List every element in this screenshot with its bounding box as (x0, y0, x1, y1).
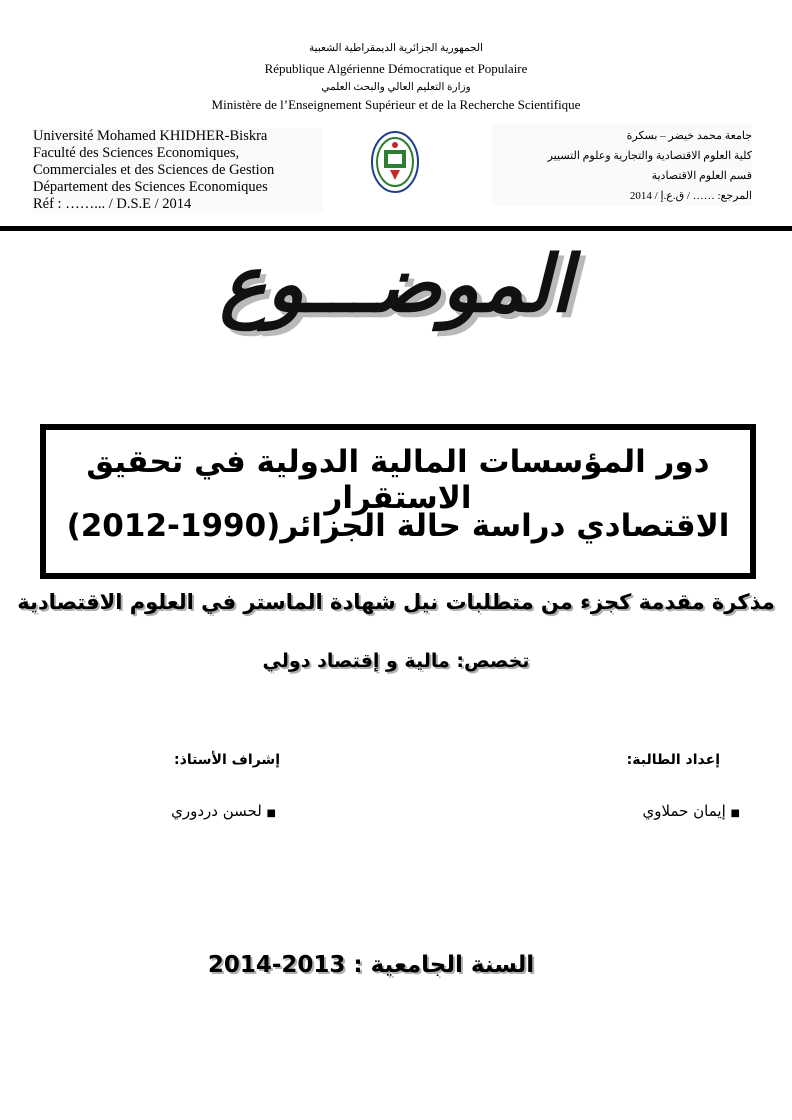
institution-fr-university: Université Mohamed KHIDHER-Biskra (33, 128, 268, 144)
institution-ar-faculty: كلية العلوم الاقتصادية والتجارية وعلوم التسيير (547, 150, 752, 162)
header-republic-fr: République Algérienne Démocratique et Populaire (264, 61, 528, 76)
header-ministry-fr: Ministère de l’Enseignement Supérieur et de la Recherche Scientifique (211, 97, 581, 112)
topic-heading: الموضـــوع (219, 240, 573, 330)
memo-statement: مذكرة مقدمة كجزء من متطلبات نيل شهادة الماستر في العلوم الاقتصادية (17, 590, 775, 614)
institution-ar-reference: المرجع: …… / ق.ع.إ / 2014 (629, 190, 752, 202)
thesis-title-line-1: دور المؤسسات المالية الدولية في تحقيق الاستقرار (86, 444, 710, 516)
university-logo (370, 130, 420, 194)
thesis-title-box (40, 424, 756, 579)
institution-fr-faculty-cont: Commerciales et des Sciences de Gestion (33, 162, 275, 178)
supervisor-name-item (100, 802, 276, 820)
institution-fr-reference: Réf : ……... / D.S.E / 2014 (33, 196, 192, 212)
supervisor-name: لحسن دردوري (171, 802, 262, 820)
student-name: إيمان حملاوي (642, 802, 726, 820)
header-divider (0, 226, 792, 231)
institution-fr-department: Département des Sciences Economiques (33, 179, 268, 195)
bullet-icon: ■ (730, 808, 740, 819)
university-seal-icon (370, 130, 420, 194)
institution-ar-university: جامعة محمد خيضر – بسكرة (626, 130, 752, 142)
bullet-icon: ■ (266, 808, 276, 819)
student-label: إعداد الطالبة: (626, 752, 720, 768)
thesis-title-line-2: الاقتصادي دراسة حالة الجزائر(1990-2012) (66, 508, 730, 544)
header-republic-ar: الجمهورية الجزائرية الديمقراطية الشعبية (309, 43, 483, 54)
institution-ar-department: قسم العلوم الاقتصادية (651, 170, 752, 182)
student-name-item (560, 802, 740, 820)
academic-year: السنة الجامعية : 2013-2014 (207, 952, 535, 978)
specialty: تخصص: مالية و إقتصاد دولي (262, 650, 530, 672)
institution-fr-faculty: Faculté des Sciences Economiques, (33, 145, 240, 161)
header-ministry-ar: وزارة التعليم العالي والبحث العلمي (321, 82, 471, 93)
supervisor-label: إشراف الأستاذ: (174, 752, 280, 768)
institution-block-fr (33, 128, 323, 213)
institution-block-ar (492, 124, 752, 206)
